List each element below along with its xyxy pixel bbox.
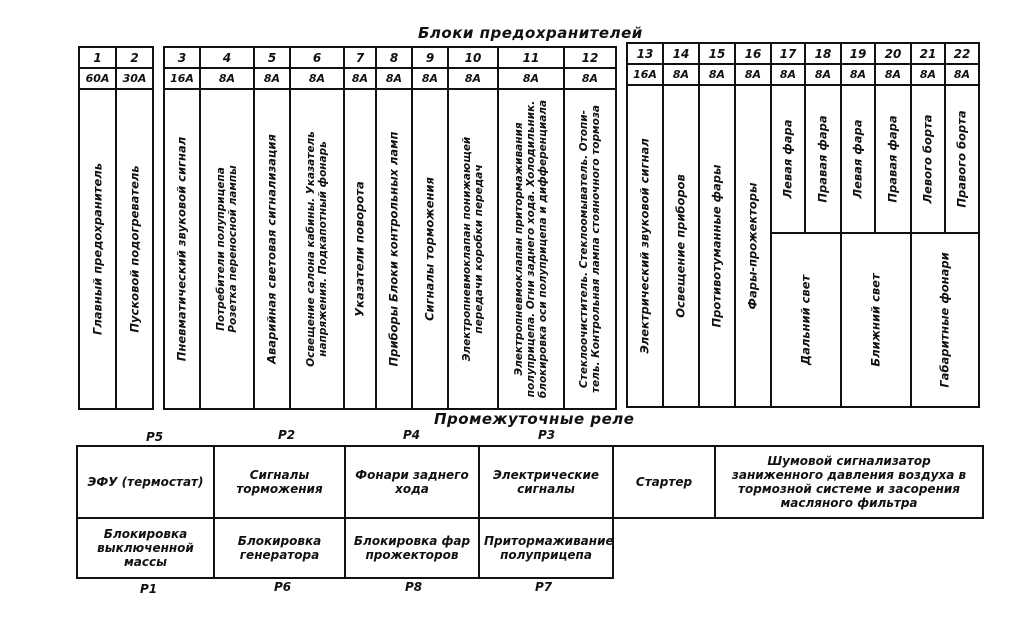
fuse-description-cell [627, 85, 663, 407]
fuse-description-cell [116, 89, 153, 409]
relay-label: Р7 [535, 580, 553, 594]
fuse-number: 7 [344, 47, 376, 68]
relay-cell: Фонари заднего хода [345, 446, 479, 518]
fuse-rating: 8А [564, 68, 616, 89]
fuse-description-cell [79, 89, 116, 409]
fuse-number: 11 [498, 47, 564, 68]
fuse-rating: 8А [376, 68, 412, 89]
high-beam-group [771, 233, 841, 407]
fuse-description: Правая фара [815, 115, 830, 203]
relay-cell: Блокировка фар прожекторов [345, 518, 479, 578]
fuse-number: 8 [376, 47, 412, 68]
empty-cell [613, 518, 983, 578]
fuse-rating: 8А [841, 64, 875, 85]
fuse-number: 20 [875, 43, 911, 64]
fuse-rating: 8А [945, 64, 979, 85]
fuse-number: 10 [448, 47, 498, 68]
relay-cell: Блокировка выключенной массы [77, 518, 214, 578]
relay-label: Р5 [146, 430, 164, 444]
fuse-rating: 8А [254, 68, 290, 89]
fuse-rating: 60А [79, 68, 116, 89]
relays-title: Промежуточные реле [434, 410, 635, 428]
fuse-description: Сигналы торможения [422, 177, 437, 321]
fuse-description: Правая фара [885, 115, 900, 203]
fuse-description-cell [254, 89, 290, 409]
fuse-description: Аварийная световая сигнализация [264, 134, 279, 364]
fuse-rating: 8А [875, 64, 911, 85]
fuse-description: Главный предохранитель [90, 163, 104, 335]
fuse-number: 9 [412, 47, 448, 68]
fuse-description-cell [875, 85, 911, 233]
fuse-number: 4 [200, 47, 254, 68]
fuse-number: 19 [841, 43, 875, 64]
relay-label: Р6 [274, 580, 292, 594]
relay-cell: Притормаживание полуприцепа [479, 518, 613, 578]
group-label: Дальний свет [798, 274, 813, 366]
fuse-number: 1 [79, 47, 116, 68]
fuse-number: 15 [699, 43, 735, 64]
fuse-number: 16 [735, 43, 771, 64]
fuse-description-cell [344, 89, 376, 409]
fuse-description-cell [841, 85, 875, 233]
relay-cell: Сигналы торможения [214, 446, 345, 518]
fuse-number: 22 [945, 43, 979, 64]
fuse-description-cell [200, 89, 254, 409]
fuse-number: 14 [663, 43, 699, 64]
fuse-description: Приборы Блоки контрольных ламп [386, 131, 401, 367]
group-label: Габаритные фонари [937, 252, 952, 388]
fuse-rating: 8А [498, 68, 564, 89]
relay-label: Р3 [538, 428, 556, 442]
fuse-rating: 8А [290, 68, 344, 89]
fuse-description: Потребители полуприцепа Розетка переносной лампы [215, 165, 239, 333]
group-label: Ближний свет [868, 273, 883, 367]
relay-cell: Стартер [613, 446, 715, 518]
fuse-description: Левого борта [920, 114, 935, 204]
fuse-description: Правого борта [954, 110, 969, 208]
fuse-description-cell [376, 89, 412, 409]
fuse-blocks-title: Блоки предохранителей [418, 24, 643, 42]
fuse-description: Пусковой подогреватель [127, 165, 141, 333]
fuse-block-b [163, 46, 617, 410]
relay-label: Р4 [403, 428, 421, 442]
fuse-rating: 8А [448, 68, 498, 89]
fuse-description: Электропневмоклапан понижающей передачи коробки передач [461, 136, 485, 362]
fuse-description: Пневматический звуковой сигнал [174, 136, 189, 362]
fuse-description-cell [164, 89, 200, 409]
fuse-rating: 8А [344, 68, 376, 89]
fuse-description-cell [771, 85, 805, 233]
fuse-description: Освещение салона кабины. Указатель напряжения. Подкапотный фонарь [305, 131, 329, 367]
fuse-description-cell [412, 89, 448, 409]
fuse-number: 18 [805, 43, 841, 64]
fuse-description: Противотуманные фары [709, 164, 724, 328]
relay-block [76, 445, 984, 579]
fuse-block-c [626, 42, 980, 408]
fuse-number: 17 [771, 43, 805, 64]
relay-label: Р2 [278, 428, 296, 442]
fuse-rating: 8А [200, 68, 254, 89]
fuse-number: 12 [564, 47, 616, 68]
fuse-rating: 8А [412, 68, 448, 89]
fuse-description: Левая фара [780, 119, 795, 199]
fuse-number: 5 [254, 47, 290, 68]
fuse-rating: 30А [116, 68, 153, 89]
parking-lights-group [911, 233, 979, 407]
fuse-number: 3 [164, 47, 200, 68]
fuse-rating: 8А [805, 64, 841, 85]
low-beam-group [841, 233, 911, 407]
fuse-description-cell [911, 85, 945, 233]
relay-label: Р1 [140, 582, 158, 596]
fuse-number: 2 [116, 47, 153, 68]
fuse-description: Электропневмоклапан притормаживания полуприцепа. Огни заднего хода. Холодильник. блокировка оси полуприцепа и дифференциала [513, 99, 549, 399]
fuse-rating: 8А [911, 64, 945, 85]
fuse-description-cell [699, 85, 735, 407]
fuse-rating: 8А [735, 64, 771, 85]
fuse-description-cell [735, 85, 771, 407]
fuse-number: 13 [627, 43, 663, 64]
fuse-description: Указатели поворота [352, 181, 367, 317]
fuse-description-cell [564, 89, 616, 409]
fuse-description: Фары-прожекторы [745, 182, 760, 310]
fuse-description-cell [448, 89, 498, 409]
fuse-number: 21 [911, 43, 945, 64]
fuse-rating: 16А [164, 68, 200, 89]
relay-cell: Шумовой сигнализатор заниженного давления воздуха в тормозной системе и засорения масляного фильтра [715, 446, 983, 518]
fuse-description-cell [945, 85, 979, 233]
fuse-description: Освещение приборов [673, 174, 688, 318]
relay-label: Р8 [405, 580, 423, 594]
fuse-rating: 16А [627, 64, 663, 85]
fuse-description-cell [805, 85, 841, 233]
fuse-description: Левая фара [850, 119, 865, 199]
fuse-rating: 8А [699, 64, 735, 85]
fuse-rating: 8А [663, 64, 699, 85]
fuse-description: Стеклоочиститель. Стеклоомыватель. Отопи- тель. Контрольная лампа стояночного тормоза [578, 104, 602, 394]
fuse-description: Электрический звуковой сигнал [637, 138, 652, 354]
fuse-rating: 8А [771, 64, 805, 85]
relay-cell: Электрические сигналы [479, 446, 613, 518]
fuse-number: 6 [290, 47, 344, 68]
fuse-block-a [78, 46, 154, 410]
relay-cell: ЭФУ (термостат) [77, 446, 214, 518]
fuse-description-cell [663, 85, 699, 407]
fuse-description-cell [498, 89, 564, 409]
relay-cell: Блокировка генератора [214, 518, 345, 578]
fuse-description-cell [290, 89, 344, 409]
